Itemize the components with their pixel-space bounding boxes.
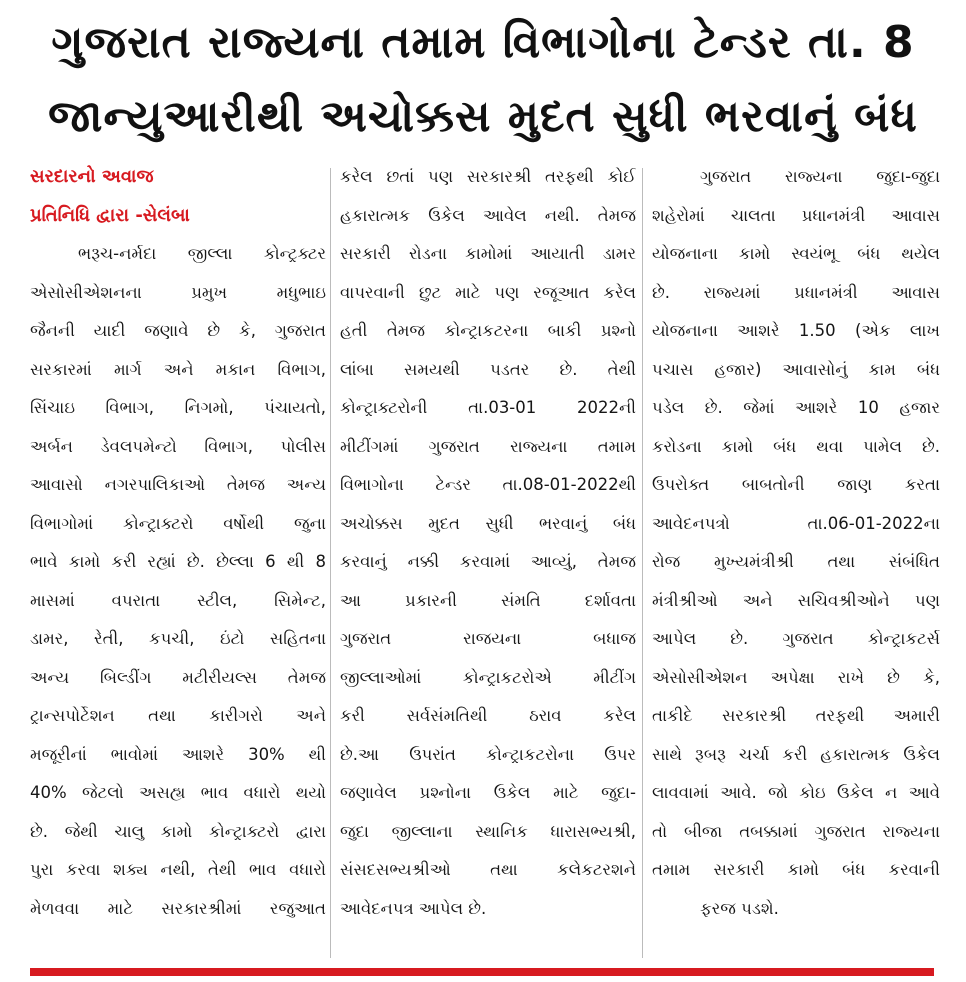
column3-line: તાકીદે સરકારશ્રી તરફથી અમારી bbox=[652, 706, 940, 725]
column2-line: કરી સર્વસંમતિથી ઠરાવ કરેલ bbox=[340, 706, 636, 725]
column2-line: હતી તેમજ કોન્ટ્રાકટરના બાકી પ્રશ્નો bbox=[340, 321, 636, 340]
column3-line: ગુજરાત રાજ્યના જુદા-જુદા bbox=[700, 167, 940, 186]
column1-line: 40% જેટલો અસહ્ય ભાવ વધારો થયો bbox=[30, 783, 326, 802]
column3-line: ઉપરોક્ત બાબતોની જાણ કરતા bbox=[652, 475, 940, 494]
column3-line: રોજ મુખ્યમંત્રીશ્રી તથા સંબંધિત bbox=[652, 552, 940, 571]
column3-line: શહેરોમાં ચાલતા પ્રધાનમંત્રી આવાસ bbox=[652, 205, 940, 225]
column2-line: જણાવેલ પ્રશ્નોના ઉકેલ માટે જુદા- bbox=[340, 783, 636, 802]
column1-line: વિભાગોમાં કોન્ટ્રાક્ટરો વર્ષોથી જુના bbox=[30, 513, 326, 533]
column3-line: પચાસ હજાર) આવાસોનું કામ બંધ bbox=[652, 359, 940, 379]
column2-line: વાપરવાની છુટ માટે પણ રજૂઆત કરેલ bbox=[340, 282, 636, 302]
column1-line: મેળવવા માટે સરકારશ્રીમાં રજુઆત bbox=[30, 898, 326, 918]
column2-line: લાંબા સમયથી પડતર છે. તેથી bbox=[340, 359, 636, 379]
byline-reporter: પ્રતિનિધિ દ્વારા -સેલંબા bbox=[30, 204, 190, 226]
column2-line: અચોક્કસ મુદત સુધી ભરવાનું બંધ bbox=[340, 513, 636, 533]
column1-line: ડામર, રેતી, કપચી, ઇંટો સહિતના bbox=[30, 629, 326, 648]
column-divider bbox=[330, 168, 331, 958]
column2-line: કરવાનું નક્કી કરવામાં આવ્યું, તેમજ bbox=[340, 552, 636, 571]
column3-line: ફરજ પડશે. bbox=[700, 898, 779, 918]
column2-line: સરકારી રોડના કામોમાં આયાતી ડામર bbox=[340, 244, 636, 263]
column3-line: કરોડના કામો બંધ થવા પામેલ છે. bbox=[652, 436, 940, 456]
column3-line: યોજનાના આશરે 1.50 (એક લાખ bbox=[652, 321, 940, 340]
column3-line: યોજનાના કામો સ્વયંભૂ બંધ થયેલ bbox=[652, 244, 940, 263]
column2-line: મીટીંગમાં ગુજરાત રાજ્યના તમામ bbox=[340, 436, 636, 456]
column1-line: સરકારમાં માર્ગ અને મકાન વિભાગ, bbox=[30, 359, 326, 379]
column3-line: મંત્રીશ્રીઓ અને સચિવશ્રીઓને પણ bbox=[652, 590, 940, 610]
column1-line: ભરૂચ-નર્મદા જીલ્લા કોન્ટ્રક્ટર bbox=[78, 244, 326, 263]
headline-line-1: ગુજરાત રાજ્યના તમામ વિભાગોના ટેન્ડર તા. 8 bbox=[51, 17, 915, 68]
column1-line: સિંચાઇ વિભાગ, નિગમો, પંચાયતો, bbox=[30, 398, 326, 417]
column3-line: એસોસીએશન અપેક્ષા રાખે છે કે, bbox=[652, 667, 940, 687]
headline bbox=[0, 0, 966, 158]
column2-line: કરેલ છતાં પણ સરકારશ્રી તરફથી કોઈ bbox=[340, 167, 636, 186]
column1-line: ટ્રાન્સપોર્ટેશન તથા કારીગરો અને bbox=[30, 706, 326, 725]
column1-line: માસમાં વપરાતા સ્ટીલ, સિમેન્ટ, bbox=[30, 590, 326, 610]
column3-line: સાથે રૂબરૂ ચર્ચા કરી હકારાત્મક ઉકેલ bbox=[652, 744, 940, 764]
column1-line: અર્બન ડેવલપમેન્ટો વિભાગ, પોલીસ bbox=[30, 436, 326, 456]
column3-line: આવેદનપત્રો તા.06-01-2022ના bbox=[652, 513, 940, 533]
column-divider bbox=[642, 168, 643, 958]
column3-line: આપેલ છે. ગુજરાત કોન્ટ્રાકટર્સ bbox=[652, 629, 940, 648]
column3-line: તો બીજા તબક્કામાં ગુજરાત રાજ્યના bbox=[652, 821, 940, 841]
column3-line: લાવવામાં આવે. જો કોઇ ઉકેલ ન આવે bbox=[652, 783, 940, 802]
column2-line: સંસદસભ્યશ્રીઓ તથા કલેકટરશને bbox=[340, 860, 636, 879]
column1-line: ભાવે કામો કરી રહ્યાં છે. છેલ્લા 6 થી 8 bbox=[30, 552, 326, 571]
column1-line: જૈનની યાદી જણાવે છે કે, ગુજરાત bbox=[30, 321, 326, 340]
column2-line: કોન્ટ્રાક્ટરોની તા.03-01 2022ની bbox=[340, 398, 636, 417]
column2-line: જુદા જીલ્લાના સ્થાનિક ધારાસભ્યશ્રી, bbox=[340, 821, 636, 841]
byline-source: સરદારનો અવાજ bbox=[30, 166, 154, 187]
column2-line: ગુજરાત રાજયના બધાજ bbox=[340, 629, 636, 648]
article-column-2 bbox=[340, 158, 636, 928]
column1-line: એસોસીએશનના પ્રમુખ મધુભાઇ bbox=[30, 282, 326, 302]
article-column-1 bbox=[30, 158, 326, 928]
column3-line: તમામ સરકારી કામો બંધ કરવાની bbox=[652, 860, 940, 879]
column2-line: આવેદનપત્ર આપેલ છે. bbox=[340, 898, 487, 918]
column2-line: છે.આ ઉપરાંત કોન્ટ્રાકટરોના ઉપર bbox=[340, 744, 636, 764]
column2-line: વિભાગોના ટેન્ડર તા.08-01-2022થી bbox=[340, 475, 636, 494]
bottom-red-rule bbox=[30, 968, 934, 976]
column2-line: હકારાત્મક ઉકેલ આવેલ નથી. તેમજ bbox=[340, 205, 636, 225]
column1-line: અન્ય બિલ્ડીંગ મટીરીયલ્સ તેમજ bbox=[30, 667, 326, 687]
headline-line-2: જાન્યુઆરીથી અચોક્કસ મુદત સુધી ભરવાનું બંધ bbox=[48, 91, 918, 142]
column1-line: પુરા કરવા શક્ય નથી, તેથી ભાવ વધારો bbox=[30, 860, 326, 879]
column3-line: છે. રાજ્યમાં પ્રધાનમંત્રી આવાસ bbox=[652, 282, 940, 302]
column2-line: જીલ્લાઓમાં કોન્ટ્રાકટરોએ મીટીંગ bbox=[340, 667, 636, 687]
column2-line: આ પ્રકારની સંમતિ દર્શાવતા bbox=[340, 590, 636, 610]
article-column-3 bbox=[652, 158, 940, 928]
column1-line: છે. જેથી ચાલુ કામો કોન્ટ્રાક્ટરો દ્વારા bbox=[30, 821, 326, 841]
column1-line: મજૂરીનાં ભાવોમાં આશરે 30% થી bbox=[30, 744, 326, 764]
column1-line: આવાસો નગરપાલિકાઓ તેમજ અન્ય bbox=[30, 475, 326, 494]
column3-line: પડેલ છે. જેમાં આશરે 10 હજાર bbox=[652, 398, 940, 417]
